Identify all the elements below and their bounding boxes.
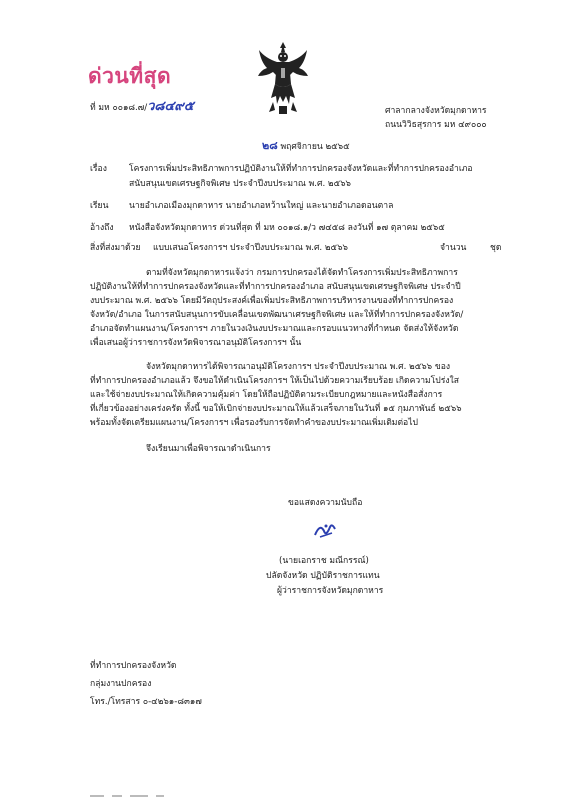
attachment-qty-label: จำนวน [440, 243, 467, 253]
ref-number-handwritten: ว๘๔๙๕ [147, 99, 194, 114]
signatory-name: (นายเอกราช มณีกรรณ์) [279, 556, 369, 566]
subject-line-1: โครงการเพิ่มประสิทธิภาพการปฏิบัติงานให้ที่ทำการปกครองจังหวัดและที่ทำการปกครองอำเภอ [129, 164, 473, 174]
paragraph-2-line: และใช้จ่ายงบประมาณให้เกิดความคุ้มค่า โดยให้ถือปฏิบัติตามระเบียบกฎหมายและหนังสือสั่งการ [90, 390, 443, 400]
signature-icon [312, 517, 338, 543]
to-label: เรียน [90, 201, 109, 211]
scan-edge-artifact [0, 792, 567, 800]
document-date [262, 140, 350, 153]
subject-line-2: สนับสนุนเขตเศรษฐกิจพิเศษ ประจำปีงบประมาณ พ.ศ. ๒๕๖๖ [129, 179, 351, 189]
reference-text: หนังสือจังหวัดมุกดาหาร ด่วนที่สุด ที่ มห ๐๐๑๘.๑/ว ๗๔๕๘ ลงวันที่ ๑๗ ตุลาคม ๒๕๖๕ [129, 223, 445, 233]
subject-label: เรื่อง [90, 164, 107, 174]
date-day-handwritten: ๒๘ [262, 139, 278, 152]
paragraph-1-line: จังหวัด/อำเภอ ในการสนับสนุนการขับเคลื่อนเขตพัฒนาเศรษฐกิจพิเศษ และให้ที่ทำการปกครองจังหวัด/ [90, 310, 464, 320]
paragraph-2-line: พร้อมทั้งจัดเตรียมแผนงาน/โครงการฯ เพื่อรองรับการจัดทำคำของบประมาณเพิ่มเติมต่อไป [90, 418, 418, 428]
office-name: ศาลากลางจังหวัดมุกดาหาร [385, 106, 487, 116]
paragraph-2-line: ที่เกี่ยวข้องอย่างเคร่งครัด ทั้งนี้ ขอให้เบิกจ่ายงบประมาณให้แล้วเสร็จภายในวันที่ ๑๕ กุมภาพันธ์ ๒๕๖๖ [90, 404, 462, 414]
closing-text: จึงเรียนมาเพื่อพิจารณาดำเนินการ [146, 444, 271, 454]
paragraph-1-line: ปฏิบัติงานให้ที่ทำการปกครองจังหวัดและที่ทำการปกครองอำเภอ สนับสนุนเขตเศรษฐกิจพิเศษ ประจำปี [90, 282, 461, 292]
sender-office: ที่ทำการปกครองจังหวัด [90, 661, 177, 671]
paragraph-1-line: อำเภอจัดทำแผนงาน/โครงการฯ ภายในวงเงินงบประมาณและกรอบแนวทางที่กำหนด จัดส่งให้จังหวัด [90, 324, 459, 334]
paragraph-2-line: จังหวัดมุกดาหารได้พิจารณาอนุมัติโครงการฯ ประจำปีงบประมาณ พ.ศ. ๒๕๖๖ ของ [146, 362, 451, 372]
garuda-emblem-icon [257, 40, 309, 116]
salutation: ขอแสดงความนับถือ [288, 498, 363, 508]
paragraph-2-line: ที่ทำการปกครองอำเภอแล้ว จึงขอให้ดำเนินโครงการฯ ให้เป็นไปด้วยความเรียบร้อย เกิดความโปร่งใส [90, 376, 460, 386]
attachment-text: แบบเสนอโครงการฯ ประจำปีงบประมาณ พ.ศ. ๒๕๖๖ [153, 243, 348, 253]
reference-label: อ้างถึง [90, 223, 114, 233]
ref-number-row [90, 101, 194, 114]
office-address: ถนนวิวิธสุรการ มห ๔๙๐๐๐ [385, 120, 487, 130]
signatory-position-2: ผู้ว่าราชการจังหวัดมุกดาหาร [277, 586, 384, 596]
paragraph-1-line: ตามที่จังหวัดมุกดาหารแจ้งว่า กรมการปกครองได้จัดทำโครงการเพิ่มประสิทธิภาพการ [146, 268, 458, 278]
urgency-stamp: ด่วนที่สุด [88, 64, 172, 88]
sender-division: กลุ่มงานปกครอง [90, 679, 152, 689]
ref-prefix: ที่ มห ๐๐๑๘.๗/ [90, 103, 148, 113]
attachment-unit: ชุด [490, 243, 502, 253]
to-text: นายอำเภอเมืองมุกดาหาร นายอำเภอหว้านใหญ่ และนายอำเภอดอนตาล [129, 201, 394, 211]
paragraph-1-line: เพื่อเสนอผู้ว่าราชการจังหวัดพิจารณาอนุมัติโครงการฯ นั้น [90, 338, 302, 348]
date-month-year: พฤศจิกายน ๒๕๖๕ [280, 142, 350, 152]
paragraph-1-line: งบประมาณ พ.ศ. ๒๕๖๖ โดยมีวัตถุประสงค์เพื่อเพิ่มประสิทธิภาพการบริหารงานของที่ทำการปกครอง [90, 296, 454, 306]
sender-contact: โทร./โทรสาร ๐-๔๒๖๑-๘๓๑๗ [90, 697, 202, 707]
attachment-label: สิ่งที่ส่งมาด้วย [90, 243, 141, 253]
signatory-position-1: ปลัดจังหวัด ปฏิบัติราชการแทน [266, 571, 380, 581]
